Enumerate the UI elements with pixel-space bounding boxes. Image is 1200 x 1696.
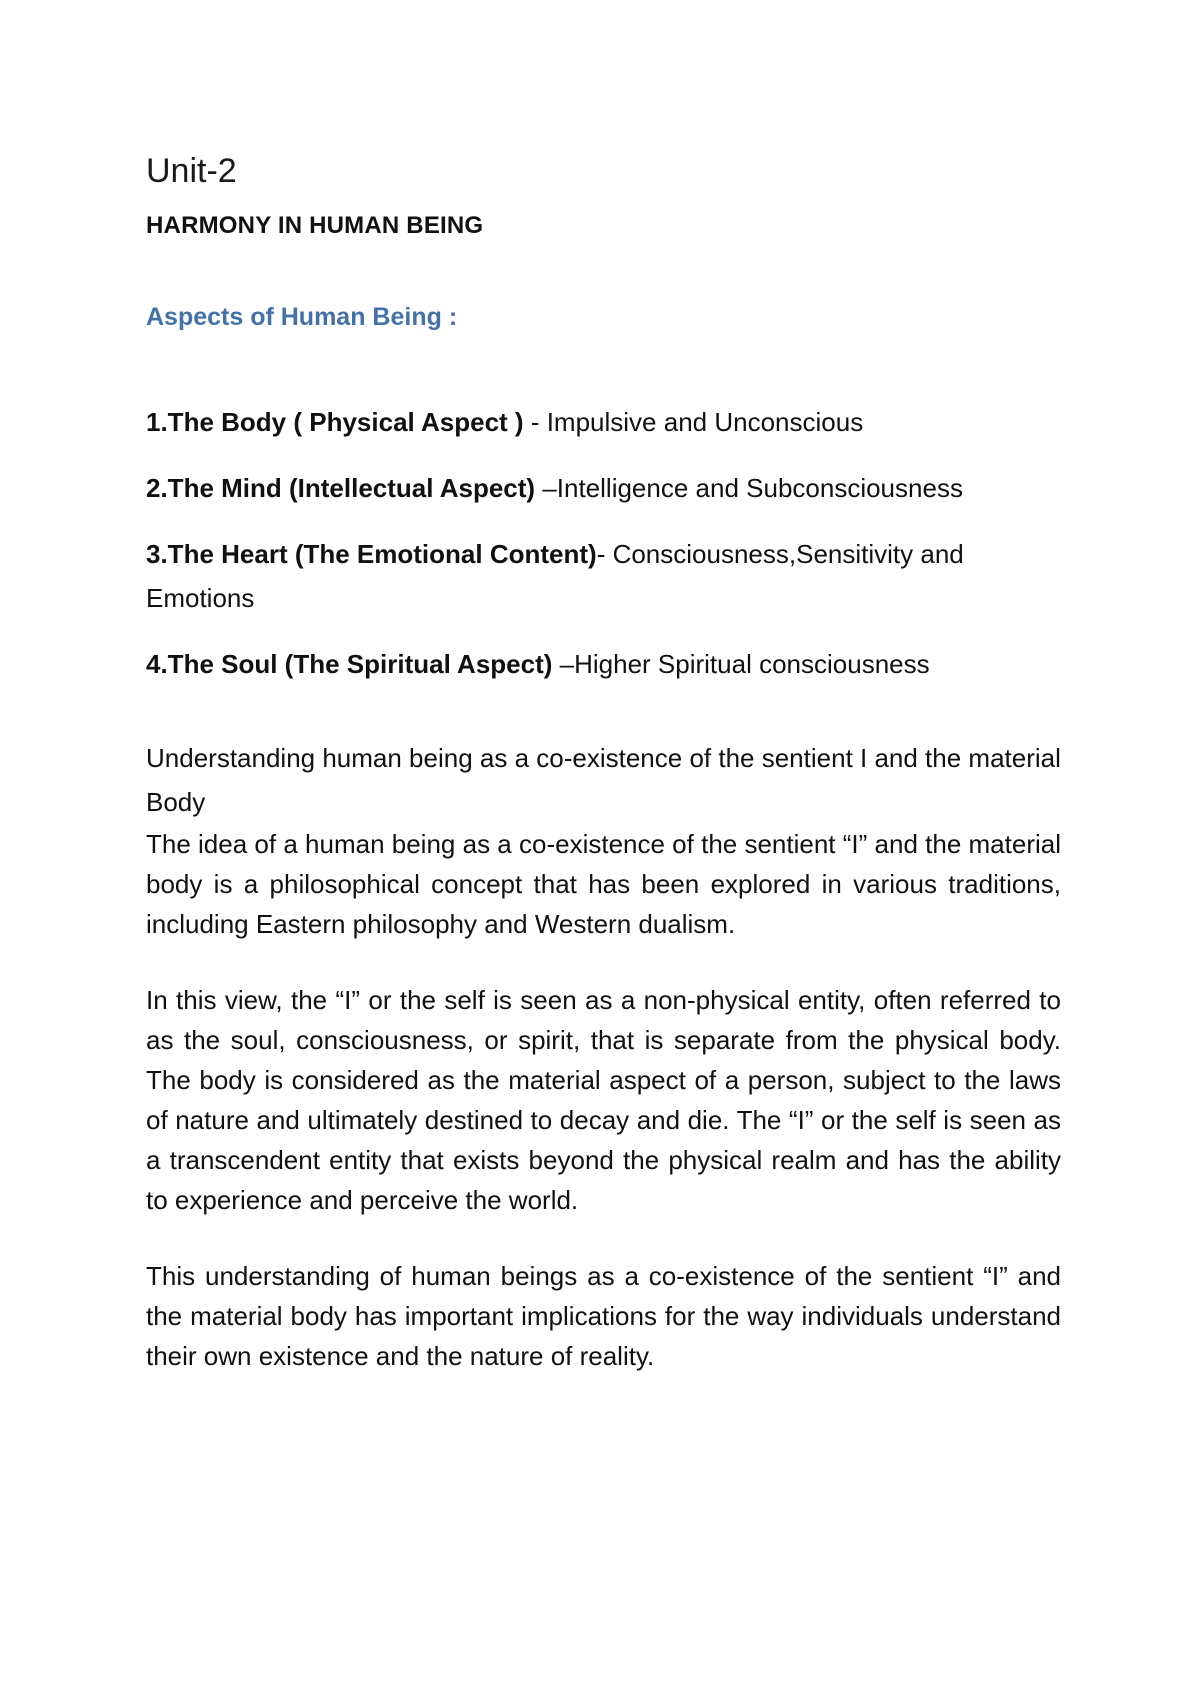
main-heading: HARMONY IN HUMAN BEING xyxy=(146,212,484,239)
aspect-description: - Consciousness,Sensitivity and Emotions xyxy=(146,539,964,613)
unit-title: Unit-2 xyxy=(146,152,237,190)
body-paragraph: The idea of a human being as a co-existence of the sentient “I” and the material body is a philosophical concept that has been explored in various traditions, including Eastern philosophy and Western dualism. xyxy=(146,829,1061,939)
aspect-label: 3.The Heart (The Emotional Content) xyxy=(146,539,597,569)
section-heading: Aspects of Human Being : xyxy=(146,303,458,331)
aspect-label: 2.The Mind (Intellectual Aspect) xyxy=(146,473,536,503)
aspect-item-soul xyxy=(146,642,1061,686)
aspect-item-heart xyxy=(146,532,1061,620)
aspect-description: –Intelligence and Subconsciousness xyxy=(535,473,963,503)
coexistence-subheading: Understanding human being as a co-existence of the sentient I and the material Body xyxy=(146,743,1061,817)
aspect-item-body xyxy=(146,400,1061,444)
aspect-label: 4.The Soul (The Spiritual Aspect) xyxy=(146,649,553,679)
body-paragraph: This understanding of human beings as a co-existence of the sentient “I” and the material body has important implications for the way individuals understand their own existence and the nature of reality. xyxy=(146,1261,1061,1371)
aspect-description: - Impulsive and Unconscious xyxy=(523,407,864,437)
aspect-description: –Higher Spiritual consciousness xyxy=(552,649,930,679)
aspect-label: 1.The Body ( Physical Aspect ) xyxy=(146,407,524,437)
document-content xyxy=(146,150,1061,1412)
aspect-item-mind xyxy=(146,466,1061,510)
aspects-list xyxy=(146,400,1061,686)
body-paragraph: In this view, the “I” or the self is seen as a non-physical entity, often referred to as the soul, consciousness, or spirit, that is separate from the physical body. The body is considered as the material aspect of a person, subject to the laws of nature and ultimately destined to decay and die. The “I” or the self is seen as a transcendent entity that exists beyond the physical realm and has the ability to experience and perceive the world. xyxy=(146,985,1061,1215)
